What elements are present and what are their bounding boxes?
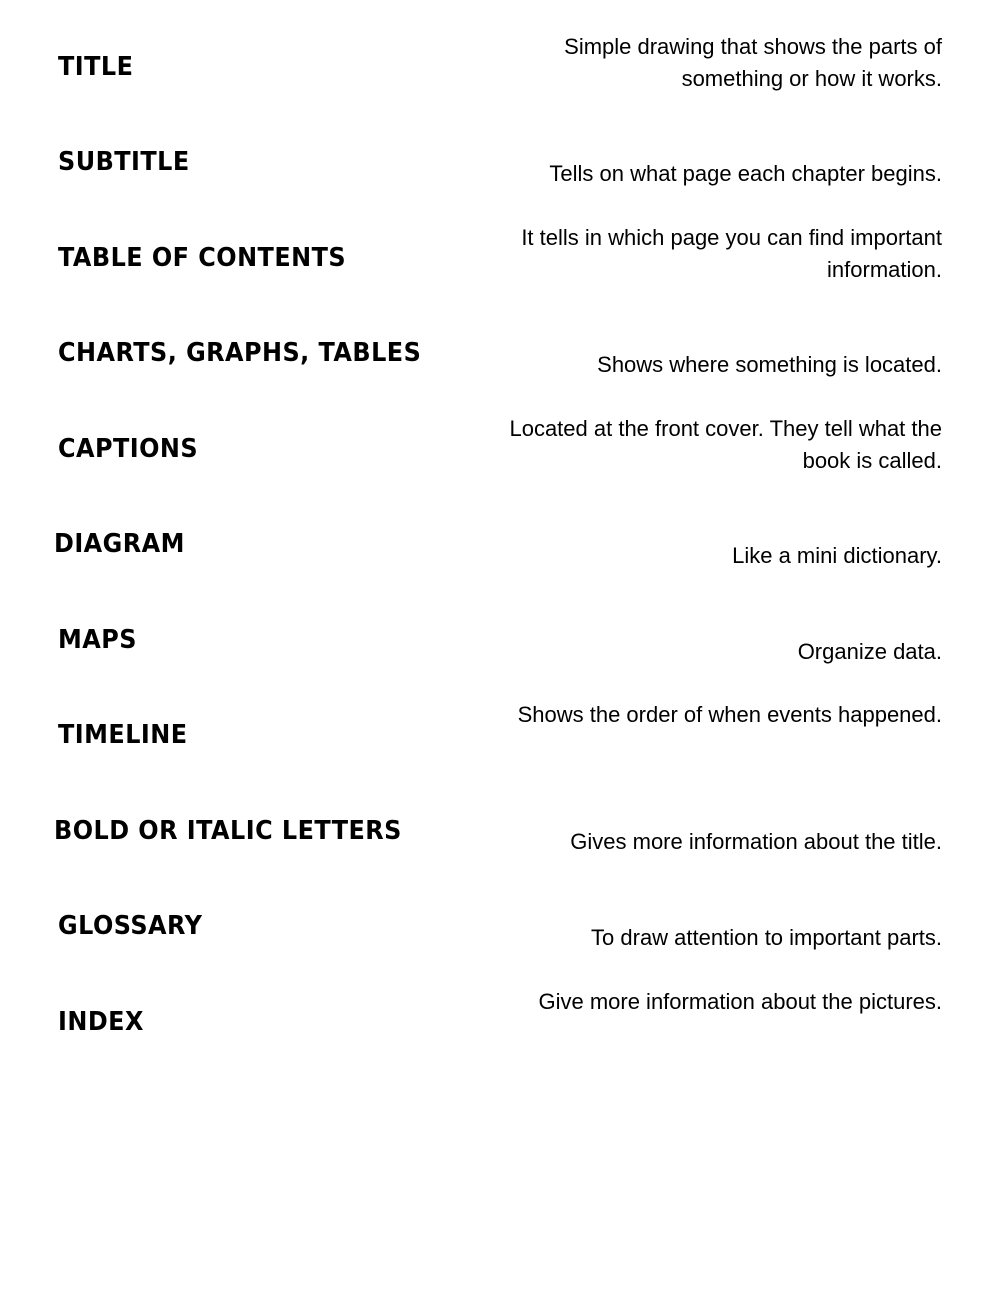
term-maps[interactable]: MAPS: [58, 625, 137, 655]
definition-8[interactable]: Shows the order of when events happened.: [517, 702, 942, 727]
definition-1[interactable]: Simple drawing that shows the parts of something or how it works.: [564, 34, 942, 91]
term-bold-or-italic-letters[interactable]: BOLD OR ITALIC LETTERS: [54, 816, 402, 846]
term-timeline[interactable]: TIMELINE: [58, 720, 188, 750]
term-diagram[interactable]: DIAGRAM: [54, 529, 185, 559]
definition-4[interactable]: Shows where something is located.: [597, 352, 942, 377]
term-table-of-contents[interactable]: TABLE OF CONTENTS: [58, 243, 347, 273]
definition-3[interactable]: It tells in which page you can find important information.: [521, 225, 942, 282]
definition-2[interactable]: Tells on what page each chapter begins.: [549, 161, 942, 186]
term-captions[interactable]: CAPTIONS: [58, 434, 199, 464]
definition-9[interactable]: Gives more information about the title.: [570, 829, 942, 854]
definition-5[interactable]: Located at the front cover. They tell what the book is called.: [509, 416, 942, 473]
definition-10[interactable]: To draw attention to important parts.: [591, 925, 942, 950]
definition-6[interactable]: Like a mini dictionary.: [732, 543, 942, 568]
definition-7[interactable]: Organize data.: [797, 639, 942, 664]
term-glossary[interactable]: GLOSSARY: [58, 911, 203, 941]
term-title[interactable]: TITLE: [58, 52, 134, 82]
term-index[interactable]: INDEX: [58, 1007, 144, 1037]
term-charts-graphs-tables[interactable]: CHARTS, GRAPHS, TABLES: [58, 338, 422, 368]
definition-11[interactable]: Give more information about the pictures.: [538, 989, 942, 1014]
term-subtitle[interactable]: SUBTITLE: [58, 147, 190, 177]
